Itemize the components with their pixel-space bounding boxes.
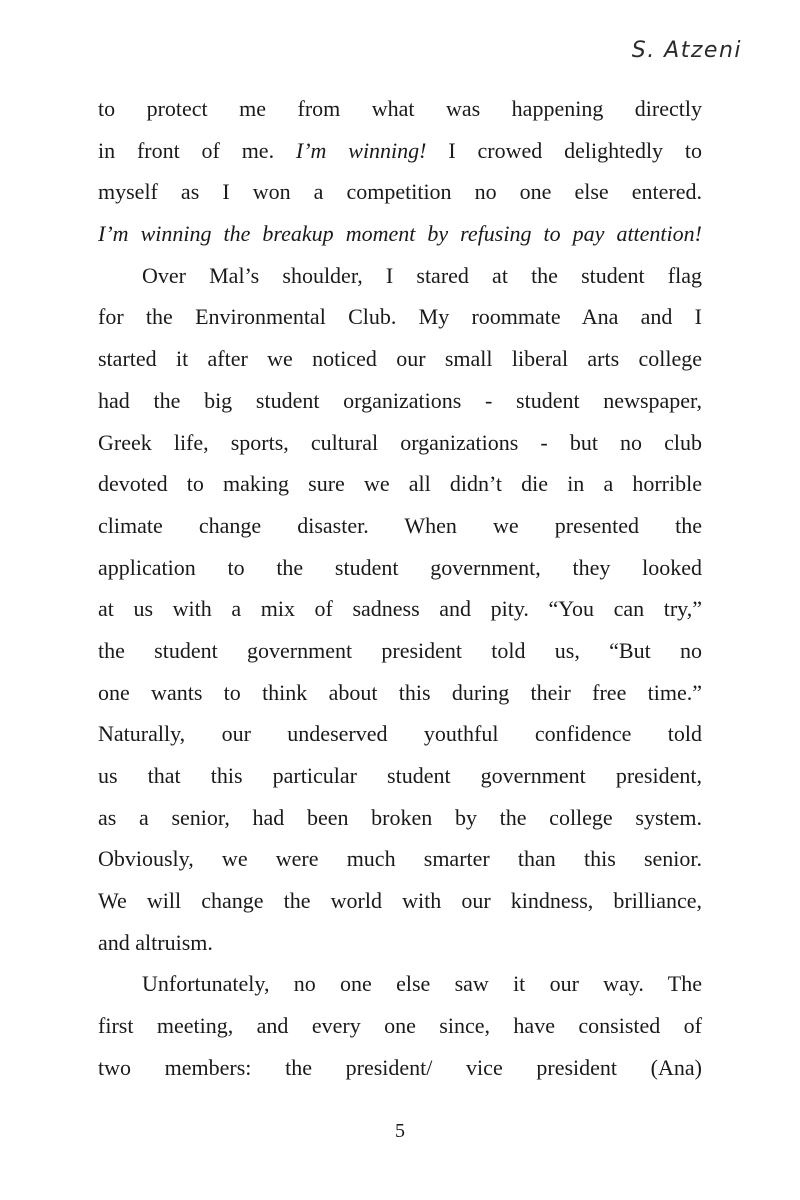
text-line <box>98 547 702 589</box>
text-line <box>98 88 702 130</box>
text-segment: us that this particular student government president, <box>98 763 702 788</box>
text-line <box>98 1047 702 1089</box>
text-line <box>98 338 702 380</box>
italic-inner-monologue: I’m winning the breakup moment by refusing to pay attention! <box>98 221 702 247</box>
page-number: 5 <box>395 1120 405 1142</box>
text-segment: to protect me from what was happening directly <box>98 96 702 121</box>
text-segment: the student government president told us, “But no <box>98 637 702 663</box>
text-line <box>98 588 702 630</box>
text-line <box>98 255 702 297</box>
text-segment: in front of me. <box>98 137 296 163</box>
text-line <box>98 296 702 338</box>
text-line <box>98 880 702 922</box>
text-segment: Over Mal’s shoulder, I stared at the student flag <box>142 262 702 288</box>
text-line <box>98 755 702 797</box>
text-line <box>98 963 702 1005</box>
text-segment: as a senior, had been broken by the college system. <box>98 804 702 830</box>
text-segment: and altruism. <box>98 929 213 955</box>
text-line <box>98 672 702 714</box>
text-segment: for the Environmental Club. My roommate Ana and I <box>98 304 702 330</box>
text-line <box>98 422 702 464</box>
text-segment: one wants to think about this during their free time.” <box>98 679 702 705</box>
text-line <box>98 380 702 422</box>
text-segment: at us with a mix of sadness and pity. “You can try,” <box>98 596 702 622</box>
italic-inner-monologue: I’m winning! <box>295 137 427 163</box>
text-line <box>98 130 702 172</box>
text-segment: had the big student organizations - student newspaper, <box>98 387 702 413</box>
text-line <box>98 213 702 255</box>
text-line <box>98 1005 702 1047</box>
text-segment: devoted to making sure we all didn’t die in a horrible <box>98 471 702 497</box>
text-segment: Greek life, sports, cultural organizations - but no club <box>98 429 702 455</box>
text-segment: started it after we noticed our small liberal arts college <box>98 346 702 372</box>
text-segment: Naturally, our undeserved youthful confidence told <box>98 721 702 747</box>
text-segment: myself as I won a competition no one else entered. <box>98 179 702 205</box>
text-segment: We will change the world with our kindness, brilliance, <box>98 888 702 914</box>
running-header-author: S. Atzeni <box>631 38 742 63</box>
text-segment: Obviously, we were much smarter than this senior. <box>98 846 702 872</box>
text-line <box>98 630 702 672</box>
text-line <box>98 171 702 213</box>
text-segment: two members: the president/ vice president (Ana) <box>98 1054 702 1080</box>
text-line <box>98 838 702 880</box>
text-line <box>98 922 702 964</box>
text-line <box>98 713 702 755</box>
text-segment: climate change disaster. When we presented the <box>98 512 702 538</box>
text-line <box>98 463 702 505</box>
text-line <box>98 797 702 839</box>
text-segment: Unfortunately, no one else saw it our way. The <box>142 971 702 997</box>
text-segment: application to the student government, they looked <box>98 554 702 580</box>
page-body <box>98 88 702 1089</box>
text-segment: first meeting, and every one since, have consisted of <box>98 1013 702 1039</box>
text-segment: I crowed delightedly to <box>426 137 702 163</box>
text-line <box>98 505 702 547</box>
